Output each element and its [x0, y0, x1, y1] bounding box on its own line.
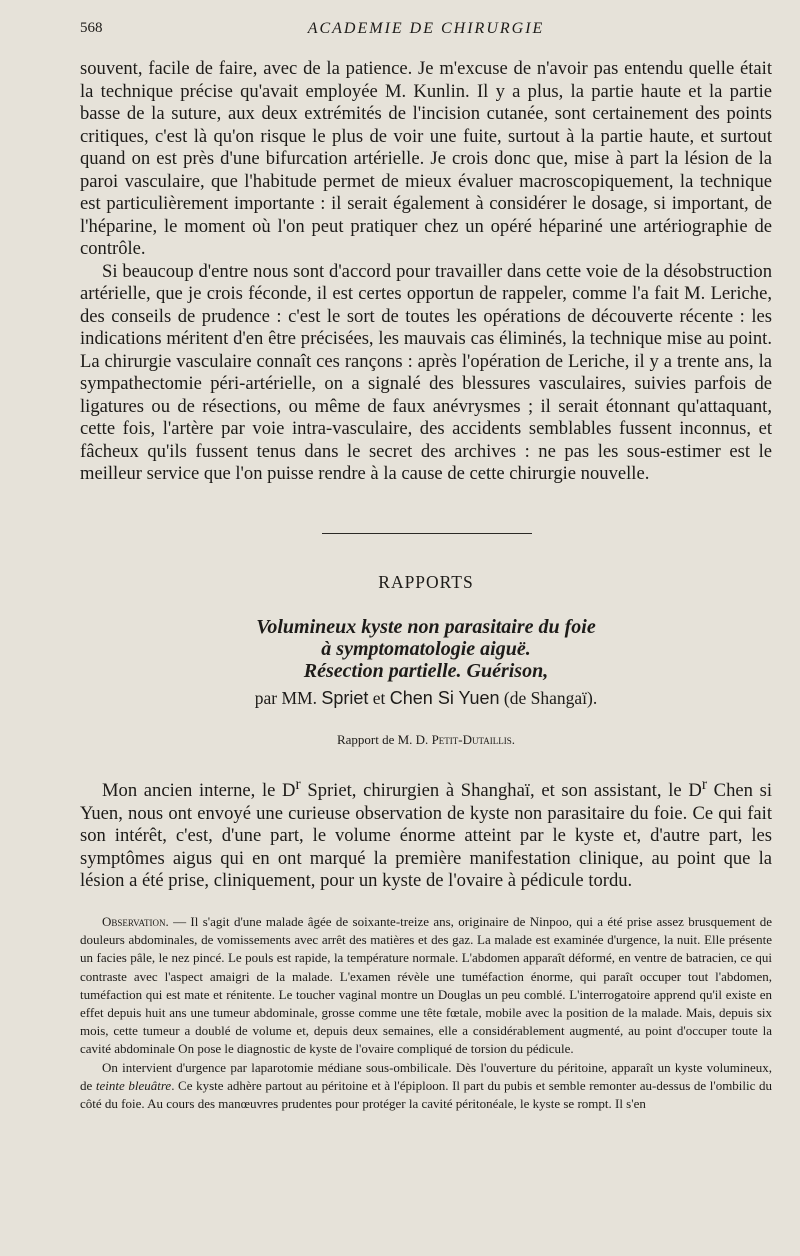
intro-dr-2: D	[688, 780, 702, 802]
reporter-line	[80, 732, 772, 748]
authors-place: (de Shangaï).	[503, 688, 598, 708]
authors-prefix: par MM.	[254, 688, 317, 708]
reporter-name: Petit-Dutaillis.	[431, 732, 516, 747]
discussion-paragraph-1: souvent, facile de faire, avec de la patience. Je m'excuse de n'avoir pas entendu quelle était la technique précise qu'avait employée M. Kunlin. Il y a plus, la partie haute et la partie basse de la suture, aux deux extrémités de l'incision cutanée, sont certainement des points critiques, c'est là qu'on risque le plus de voir une fuite, surtout à la partie haute, et surtout quand on est près d'une bifurcation artérielle. Je crois donc que, mise à part la lésion de la paroi vasculaire, que l'habitude permet de mieux évaluer macroscopiquement, la technique est particulièrement importante : il serait également à considérer le dosage, si important, de l'héparine, le moment où l'on peut pratiquer chez un opéré hépariné une artériographie de contrôle.	[80, 58, 772, 259]
report-title-line-3: Résection partielle. Guérison,	[303, 660, 549, 682]
observation-paragraph	[80, 913, 772, 1059]
operation-text-a: On intervient d'urgence par laparotomie médiane sous-ombilicale. Dès l'ouverture du péritoine, apparaît un kyste volumineux, de	[80, 1059, 772, 1093]
page-number: 568	[80, 20, 103, 36]
observation-label: Observation.	[102, 914, 169, 929]
authors-line	[80, 688, 772, 709]
intro-dr-sup: r	[295, 776, 301, 793]
discussion-paragraph-2: Si beaucoup d'entre nous sont d'accord pour travailler dans cette voie de la désobstruction artérielle, que je crois féconde, il est certes opportun de rappeler, comme l'a fait M. Leriche, des conseils de prudence : c'est le sort de toutes les opérations de découverte récente : les indications méritent d'en être précisées, les mauvais cas éliminés, la technique mise au point. La chirurgie vasculaire connaît ces rançons : après l'opération de Leriche, il y a trente ans, la sympathectomie péri-artérielle, on a signalé des blessures vasculaires, suivies parfois de ligatures ou de résections, ou même de faux anévrysmes ; il serait étonnant qu'attaquant, cette fois, l'artère par voie intra-vasculaire, des accidents semblables fussent inconnus, et fâcheux qu'ils fussent tenus dans le secret des archives : ne pas les sous-estimer est le meilleur service que l'on puisse rendre à la cause de cette chirurgie nouvelle.	[80, 260, 772, 484]
section-divider	[322, 533, 532, 534]
intro-dr: Mon ancien interne, le D	[102, 780, 296, 802]
report-intro	[80, 774, 772, 893]
author-chen: Chen Si Yuen	[389, 688, 500, 708]
operation-paragraph	[80, 1059, 772, 1114]
intro-dr-sup-2: r	[701, 776, 707, 793]
observation-block	[80, 913, 772, 1113]
author-spriet: Spriet	[321, 688, 369, 708]
page-header	[80, 20, 772, 44]
report-title-line-1: Volumineux kyste non parasitaire du foie	[256, 616, 596, 638]
discussion-text	[80, 58, 772, 486]
section-heading: RAPPORTS	[378, 572, 474, 592]
intro-paragraph	[80, 774, 772, 893]
authors-and: et	[372, 688, 386, 708]
intro-text-1: Spriet, chirurgien à Shanghaï, et son assistant, le	[300, 780, 689, 802]
intro-text-2: Chen si Yuen, nous ont envoyé une curieuse observation de kyste non parasitaire du foie. Ce qui fait son intérêt, c'est, d'une part, le volume énorme atteint par le kyste et, d'autre part, les symptômes aigus qui en ont marqué la première manifestation clinique, au point que la lésion a été prise, cliniquement, pour un kyste de l'ovaire à pédicule tordu.	[80, 780, 772, 892]
report-title-line-2: à symptomatologie aiguë.	[321, 638, 531, 660]
observation-text: — Il s'agit d'une malade âgée de soixante-treize ans, originaire de Ninpoo, qui a été prise assez brusquement de douleurs abdominales, de vomissements avec arrêt des matières et des gaz. La malade est examinée d'urgence, la nuit. Elle présente un facies pâle, le nez pincé. Le pouls est rapide, la température normale. L'abdomen apparaît déformé, en ventre de batracien, ce qui contraste avec l'aspect amaigri de la malade. L'examen révèle une tuméfaction énorme, qui paraît occuper tout l'abdomen, tuméfaction qui est mate et rénitente. Le toucher vaginal montre un Douglas un peu comblé. L'interrogatoire apprend qu'il existe en effet depuis huit ans une tumeur abdominale, grosse comme une tête fœtale, mobile avec la position de la malade. Mais, depuis six mois, cette tumeur a doublé de volume et, depuis deux semaines, elle a considérablement augmenté, au point d'occuper toute la cavité abdominale On pose le diagnostic de kyste de l'ovaire compliqué de torsion du pédicule.	[80, 914, 772, 1057]
operation-text-b: . Ce kyste adhère partout au péritoine et à l'épiploon. Il part du pubis et semble remonter au-dessus de l'ombilic du côté du foie. Au cours des manœuvres prudentes pour protéger la cavité péritonéale, le kyste se rompt. Il s'en	[80, 1077, 773, 1112]
reporter-label: Rapport de M. D.	[336, 732, 429, 747]
operation-italic: teinte bleuâtre	[95, 1077, 172, 1093]
running-head: ACADEMIE DE CHIRURGIE	[307, 20, 545, 37]
report-title	[80, 616, 772, 682]
